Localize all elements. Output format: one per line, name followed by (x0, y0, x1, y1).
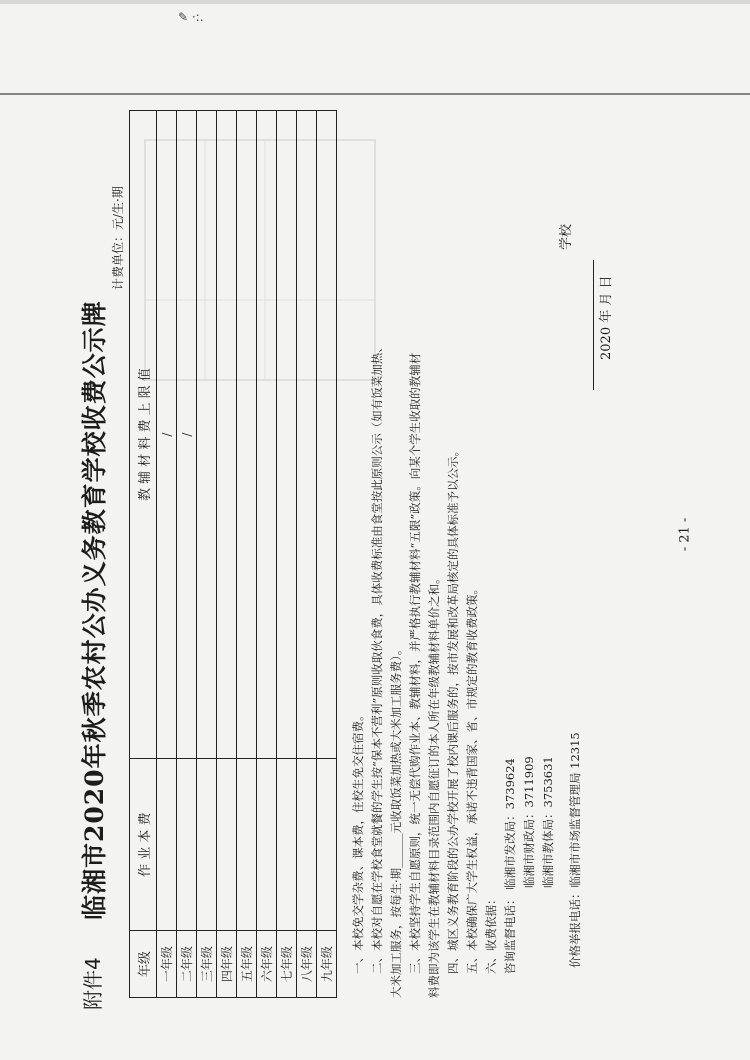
header-homework: 作 业 本 费 (130, 759, 157, 931)
page-title: 临湘市2020年秋季农村公办义务教育学校收费公示牌 (80, 300, 109, 920)
rotated-document (65, 110, 625, 1010)
note-3b: 料费即为该学生在教辅材料目录范围内自愿征订的本人所在年级教辅材料单价之和。 (427, 572, 441, 998)
homework-cell (157, 759, 177, 931)
scan-edge (0, 0, 750, 4)
note-1: 一、本校免交学杂费、课本费，住校生免交住宿费。 (351, 709, 365, 974)
contact-row (501, 110, 520, 998)
contact-item: 临湘市发改局：3739624 (503, 758, 517, 890)
homework-cell (217, 759, 237, 931)
note-6: 六、收费依据： (484, 893, 498, 974)
header-grade: 年级 (130, 931, 157, 998)
grade-cell: 九年级 (317, 931, 337, 998)
materials-cell: / (177, 111, 197, 759)
note-4: 四、城区义务教育阶段的公办学校开展了校内课后服务的，按市发展和改革局核定的具体标准予以公示。 (446, 445, 460, 974)
contact-item: 临湘市教体局：3753631 (541, 756, 555, 888)
bleed-through-ghost (135, 130, 385, 390)
unit-note: 计费单位：元/生·期 (111, 186, 125, 290)
grade-cell: 五年级 (237, 931, 257, 998)
report-hotline: 价格举报电话：临湘市市场监督管理局 12315 (568, 732, 582, 968)
school-label: 学校 (559, 223, 574, 250)
signature-line (593, 260, 594, 390)
contacts-label: 咨询监督电话： (503, 893, 517, 974)
grade-cell: 二年级 (177, 931, 197, 998)
homework-cell (257, 759, 277, 931)
grade-cell: 四年级 (217, 931, 237, 998)
grade-cell: 八年级 (297, 931, 317, 998)
page-number: - 21 - (677, 517, 693, 552)
homework-cell (277, 759, 297, 931)
note-2a: 二、本校对自愿在学校食堂就餐的学生按“保本不营利”原则收取伙食费，具体收费标准由食堂按此原则公示（如有饭菜加热、 (370, 341, 384, 974)
attachment-label: 附件4 (81, 957, 105, 1010)
note-3a: 三、本校坚持学生自愿原则，统一无偿代购作业本、教辅材料，并严格执行教辅材料“五限”政策。向某个学生收取的教辅材 (408, 352, 422, 974)
note-2b: 大米加工服务，按每生·期______元收取饭菜加热或大米加工服务费）。 (389, 643, 403, 998)
homework-cell (197, 759, 217, 931)
homework-cell (177, 759, 197, 931)
sign-date: 2020 年 月 日 (599, 275, 614, 360)
homework-cell (237, 759, 257, 931)
grade-cell: 一年级 (157, 931, 177, 998)
homework-cell (297, 759, 317, 931)
grade-cell: 七年级 (277, 931, 297, 998)
materials-cell: / (157, 111, 177, 759)
scan-fold-line (0, 93, 750, 95)
note-5: 五、本校确保广大学生权益，承诺不违背国家、省、市规定的教育收费政策。 (465, 583, 479, 974)
grade-cell: 六年级 (257, 931, 277, 998)
header-materials: 教 辅 材 料 费 上 限 值 (130, 111, 157, 759)
scribble-mark: ✎ ·:. (178, 10, 204, 24)
grade-cell: 三年级 (197, 931, 217, 998)
contact-item: 临湘市财政局：3711909 (522, 756, 536, 888)
homework-cell (317, 759, 337, 931)
